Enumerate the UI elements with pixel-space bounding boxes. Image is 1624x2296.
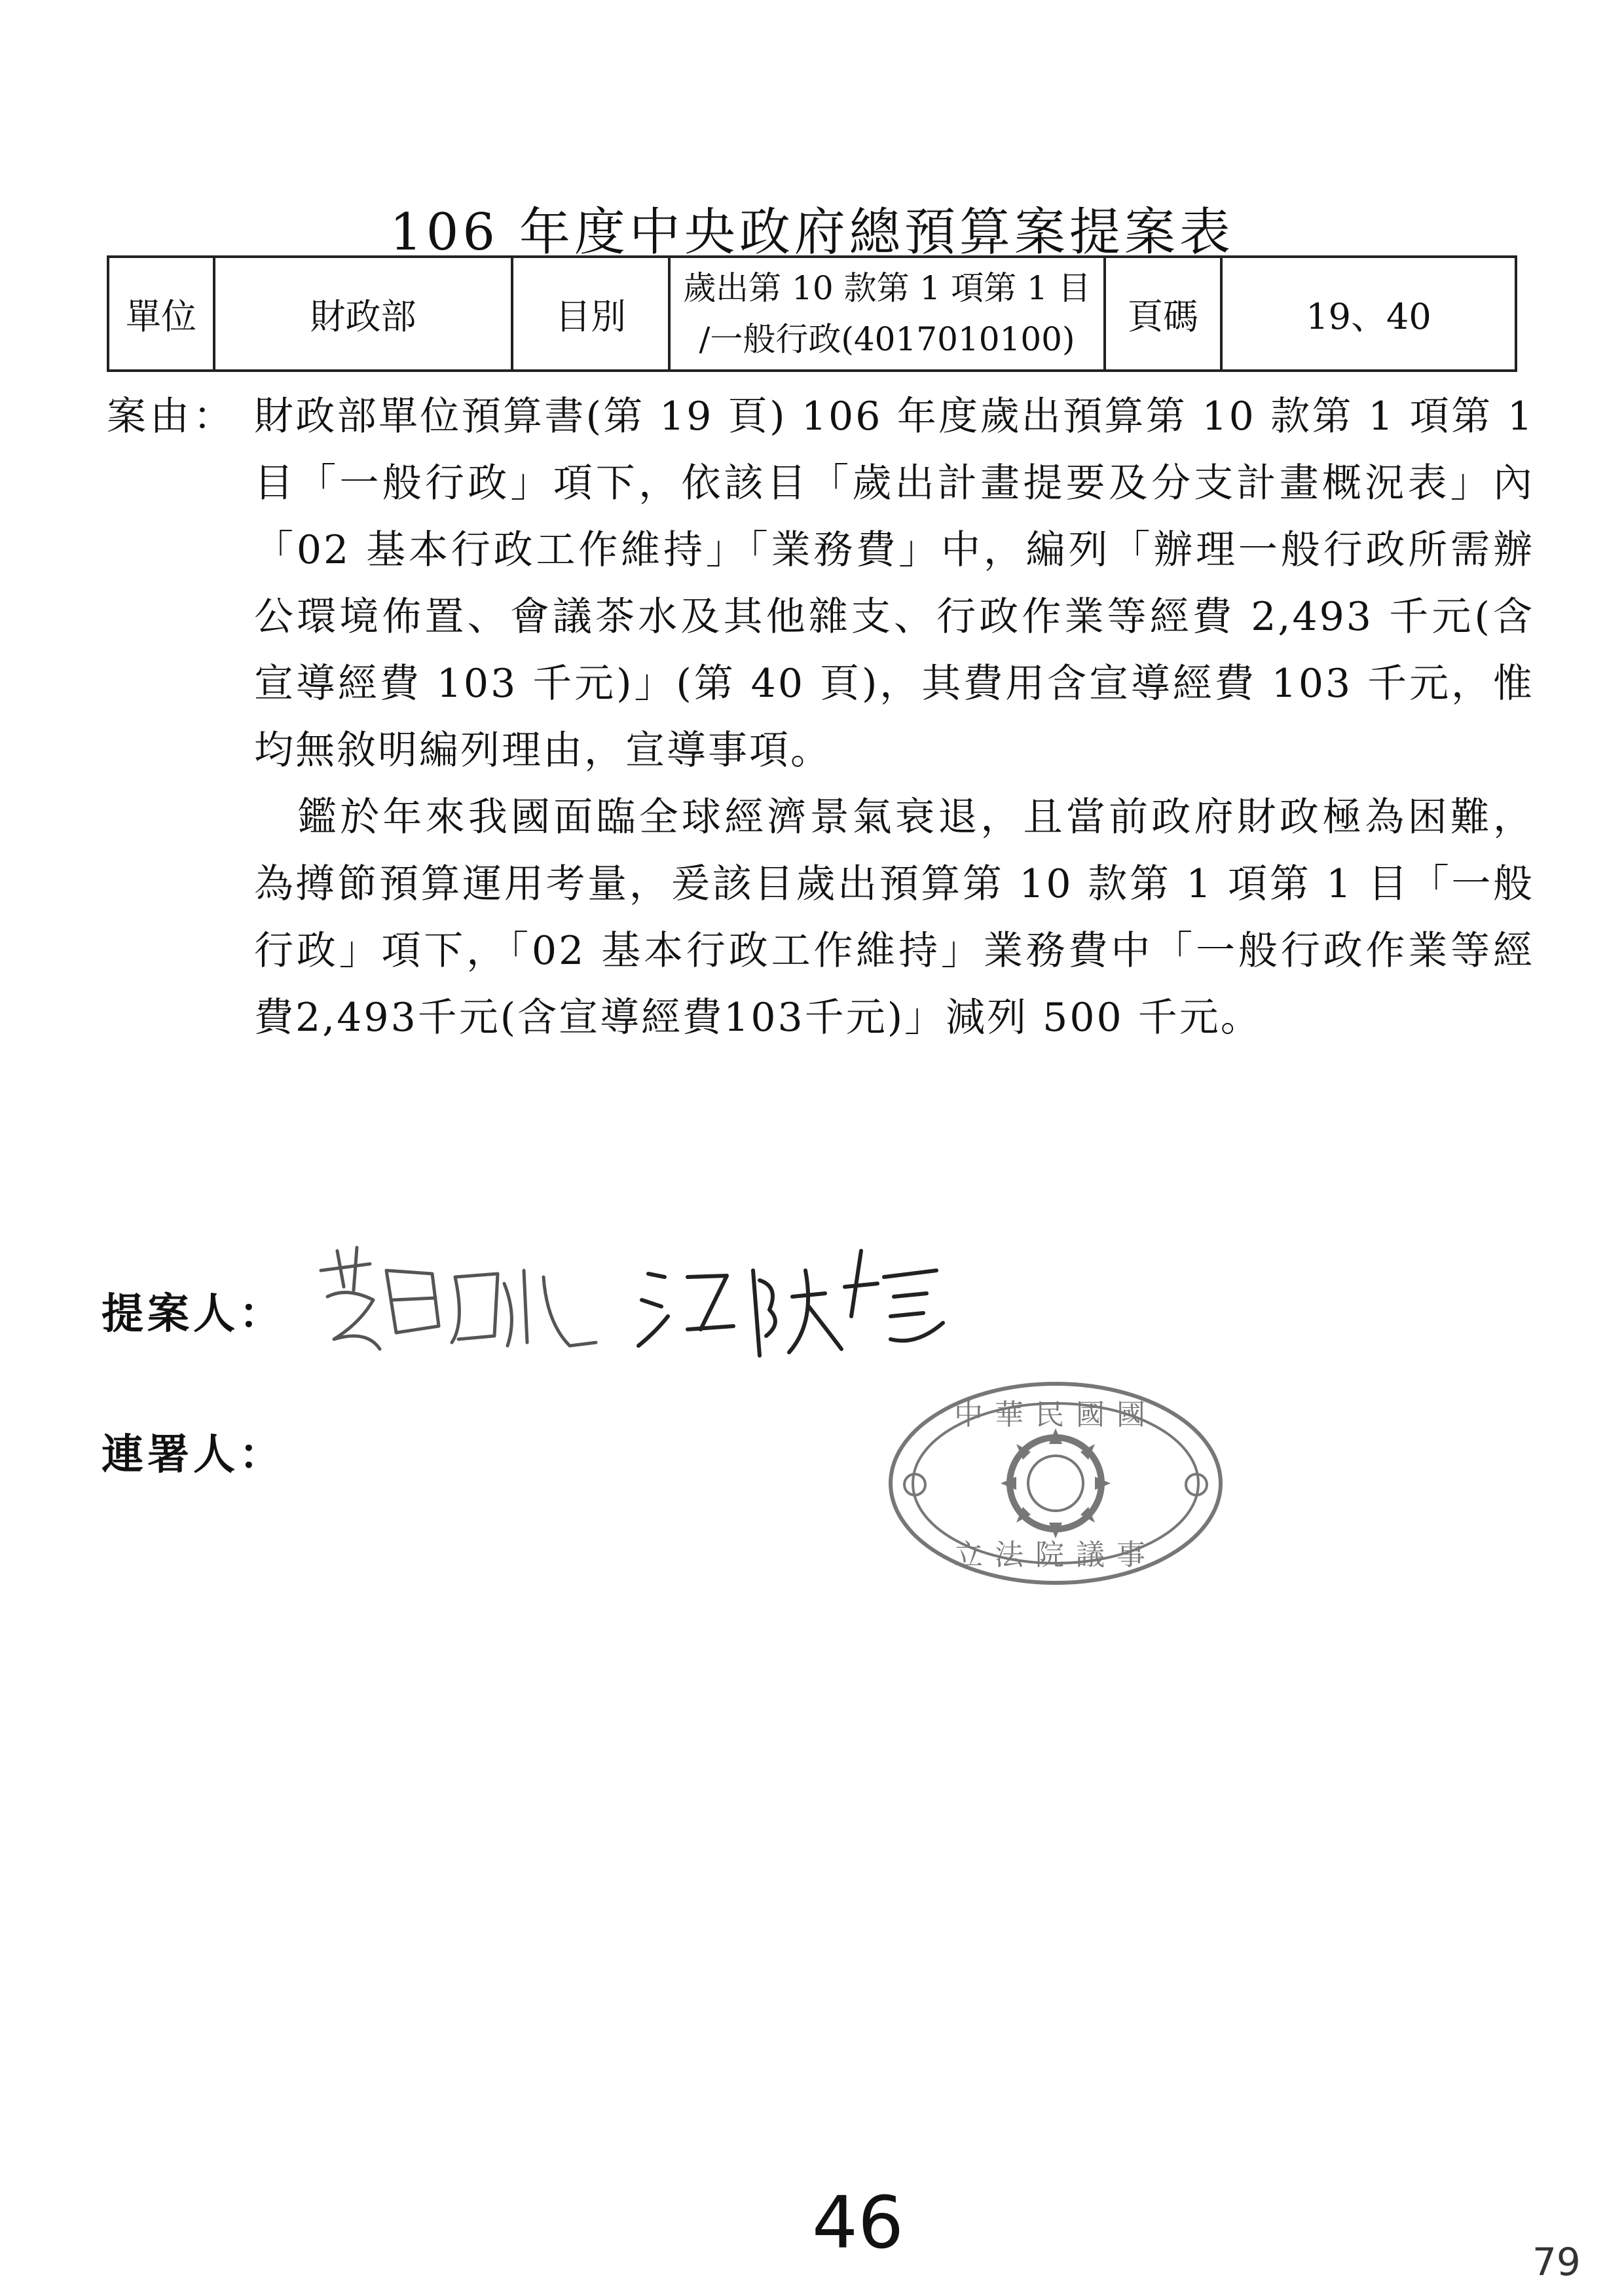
item-label: 目別 — [512, 257, 669, 371]
page-number: 46 — [812, 2181, 904, 2265]
reason-paragraph-1-block — [107, 383, 1534, 784]
unit-label: 單位 — [108, 257, 214, 371]
page-label: 頁碼 — [1105, 257, 1221, 371]
budget-item-cell — [669, 257, 1105, 371]
seal-text-top: 中華民國國 — [954, 1398, 1157, 1432]
legislative-yuan-seal — [885, 1379, 1226, 1588]
reason-paragraph-2: 鑑於年來我國面臨全球經濟景氣衰退，且當前政府財政極為困難，為撙節預算運用考量，爰該目歲出預算第 10 款第 1 項第 1 目「一般行政」項下，「02 基本行政工作維持」業務費中「一般行政作業等經費2,493千元(含宣導經費103千元)」減列 500 千元。 — [254, 794, 1534, 1041]
proposal-header-table — [107, 255, 1517, 372]
page-title: 106 年度中央政府總預算案提案表 — [390, 203, 1234, 262]
budget-item-line1: 歲出第 10 款第 1 項第 1 目 — [683, 269, 1091, 307]
reason-label: 案由： — [107, 394, 236, 439]
reason-paragraph-1: 財政部單位預算書(第 19 頁) 106 年度歲出預算第 10 款第 1 項第 1 目「一般行政」項下，依該目「歲出計畫提要及分支計畫概況表」內「02 基本行政工作維持」「業務費」中，編列「辦理一般行政所需辦公環境佈置、會議茶水及其他雜支、行政作業等經費 2,493 千元(含宣導經費 103 千元)」(第 40 頁)，其費用含宣導經費 103 千元，惟均無敘明編列理由，宣導事項。 — [254, 394, 1534, 773]
seal-emblem-rays — [1001, 1428, 1111, 1538]
unit-value: 財政部 — [214, 257, 512, 371]
budget-item-line2: /一般行政(4017010100) — [699, 320, 1075, 358]
cosigner-label: 連署人： — [101, 1431, 285, 1479]
handwritten-signature-1 — [321, 1248, 596, 1349]
handwritten-signature-2 — [638, 1251, 943, 1356]
proposer-signatures — [308, 1225, 995, 1382]
reason-section — [107, 383, 1534, 1051]
seal-text-bottom: 立法院議事 — [954, 1538, 1157, 1572]
corner-page-number: 79 — [1532, 2240, 1581, 2284]
proposer-label: 提案人： — [101, 1290, 285, 1339]
page-value: 19、40 — [1221, 257, 1516, 371]
